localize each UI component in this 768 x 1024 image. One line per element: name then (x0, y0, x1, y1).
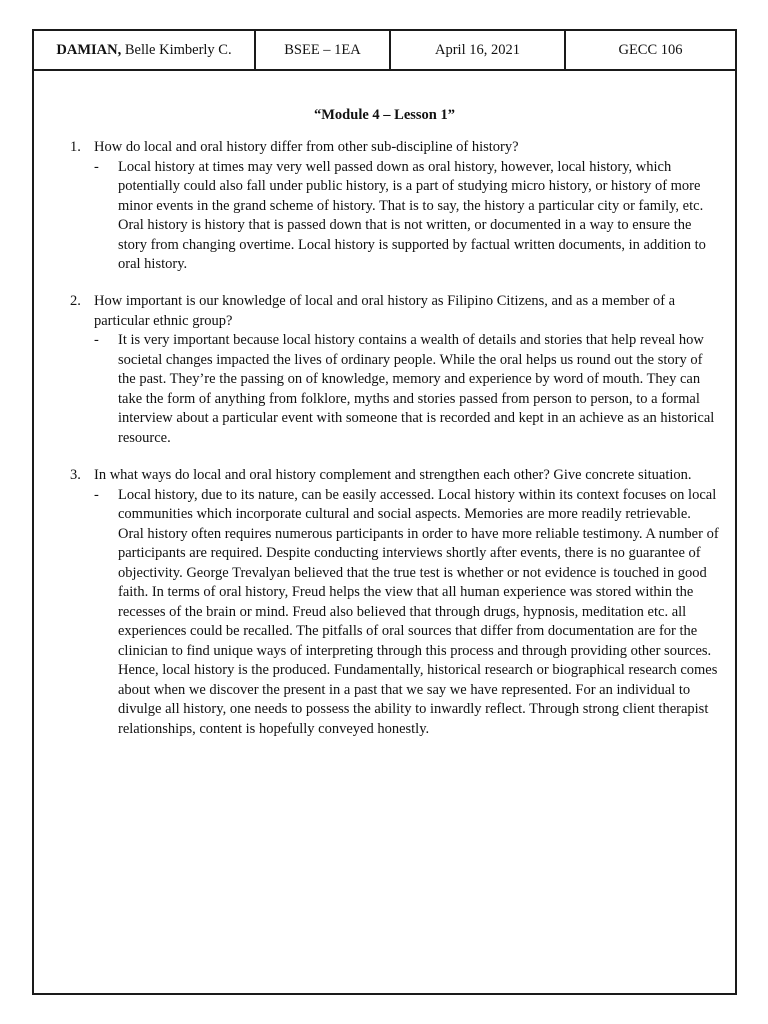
question-number: 2. (70, 293, 81, 309)
answer-text: Local history, due to its nature, can be easily accessed. Local history within its context focuses on local communities which incorporate cultural and social aspects. Memories are more readily retrievable. Oral history often requires numerous participants in order to have more reliable testimony. A number of participants are required. Despite conducting interviews shortly after events, there is no guarantee of objectivity. George Trevalyan believed that the true test is whether or not evidence is touched in good faith. In terms of oral history, Freud helps the view that all human experience was stored within the recesses of the brain or mind. Freud also believed that through drugs, hypnosis, meditation etc. all experiences could be recalled. The pitfalls of oral sources that differ from documentation are for the clinician to find unique ways of interpreting through this process and through providing other sources. Hence, local history is the produced. Fundamentally, historical research or biographical research comes about when we discover the present in a past that we say we have represented. For an individual to divulge all history, one needs to possess the ability to inwardly reflect. Through strong client therapist relationships, content is hopefully conveyed honestly. (118, 486, 719, 737)
answer-bullet: - (94, 486, 99, 503)
answer-1 (94, 158, 720, 275)
document-title: “Module 4 – Lesson 1” (314, 107, 455, 123)
question-3 (70, 466, 720, 739)
answer-text: Local history at times may very well passed down as oral history, however, local history, which potentially could also fall under public history, is a part of studying micro history, or history of more minor events in the grand scheme of history. That is to say, the history a particular city or family, etc. Oral history is history that is passed down that is not written, or documented in a way to ensure the story from changing overtime. Local history is supported by factual written documents, in addition to oral history. (118, 158, 706, 272)
section-cell: BSEE – 1EA (256, 31, 391, 69)
question-text: In what ways do local and oral history complement and strengthen each other? Give concrete situation. (94, 467, 692, 483)
answer-bullet: - (94, 158, 99, 175)
question-text: How do local and oral history differ from other sub-discipline of history? (94, 139, 519, 155)
date-cell: April 16, 2021 (391, 31, 566, 69)
course-cell: GECC 106 (618, 41, 683, 58)
answer-3 (94, 486, 720, 740)
question-2 (70, 292, 720, 448)
student-surname: DAMIAN, (56, 41, 122, 58)
document-page (32, 29, 737, 995)
answer-text: It is very important because local history contains a wealth of details and stories that help reveal how societal changes impacted the lives of ordinary people. While the oral helps us round out the story of the past. They’re the passing on of knowledge, memory and experience by word of mouth. They can take the form of anything from folklore, myths and stories passed from person to person, to a formal interview about a particular event with someone that is recorded and kept in an achieve as an historical resource. (118, 332, 715, 446)
header-table (34, 31, 735, 71)
question-1 (70, 138, 720, 275)
question-number: 3. (70, 467, 81, 483)
answer-bullet: - (94, 332, 99, 348)
question-text: How important is our knowledge of local and oral history as Filipino Citizens, and as a member of a particular ethnic group? (94, 293, 676, 329)
question-number: 1. (70, 139, 81, 155)
student-name-cell (34, 31, 256, 69)
answer-2 (94, 331, 720, 448)
student-given-names: Belle Kimberly C. (121, 41, 232, 58)
